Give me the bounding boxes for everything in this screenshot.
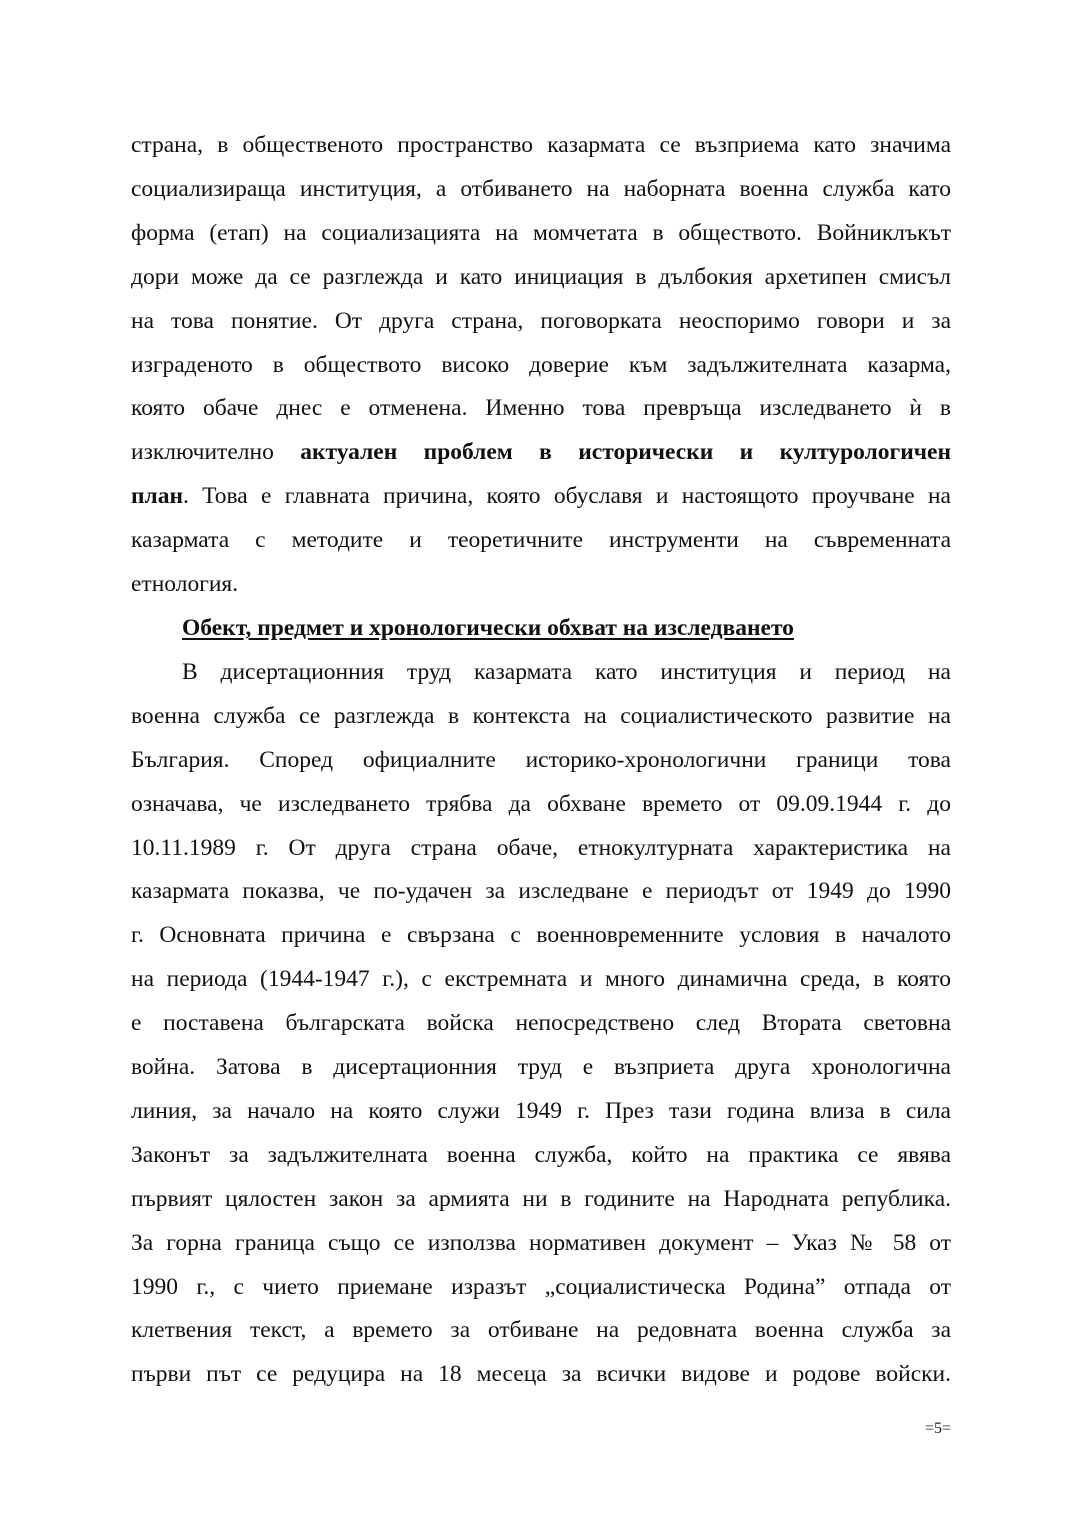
text-line: форма (етап) на социализацията на момчетата в обществото. Войниклъкът [131,219,951,246]
text-line: казармата с методите и теоретичните инструменти на съвременната [131,527,951,554]
text-line: на периода (1944-1947 г.), с екстремната и много динамична среда, в която [131,966,951,993]
text-line: 10.11.1989 г. От друга страна обаче, етнокултурната характеристика на [131,834,951,861]
document-body [131,124,951,1397]
bold-phrase: актуален проблем в исторически и културологичен [300,439,951,466]
text-line: В дисертационния труд казармата като институция и период на [182,658,951,685]
text-line: първият цялостен закон за армията ни в годините на Народната република. [131,1185,951,1212]
text-line: страна, в общественото пространство казармата се възприема като значима [131,132,951,158]
text-line: казармата показва, че по-удачен за изследване е периодът от 1949 до 1990 [131,878,951,905]
text-run: . Това е главната причина, която обуславя и настоящото проучване на [183,483,951,510]
text-line: социализираща институция, а отбиването на наборната военна служба като [131,175,951,202]
page-number: =5= [924,1420,951,1437]
text-line: етнология. [131,571,239,598]
text-line: клетвения текст, а времето за отбиване на редовната военна служба за [131,1317,951,1344]
text-line: означава, че изследването трябва да обхване времето от 09.09.1944 г. до [131,790,951,817]
text-line: 1990 г., с чието приемане изразът „социалистическа Родина” отпада от [131,1273,951,1300]
text-line: дори може да се разглежда и като инициация в дълбокия архетипен смисъл [131,263,951,290]
text-line: първи път се редуцира на 18 месеца за всички видове и родове войски. [131,1361,951,1388]
text-line: За горна граница също се използва нормативен документ – Указ № 58 от [131,1229,951,1256]
text-line: България. Според официалните историко-хронологични граници това [131,746,951,773]
text-line: изграденото в обществото високо доверие към задължителната казарма, [131,351,951,378]
text-line: на това понятие. От друга страна, поговорката неоспоримо говори и за [131,307,951,334]
section-heading: Обект, предмет и хронологически обхват на изследването [182,614,794,641]
text-line: война. Затова в дисертационния труд е възприета друга хронологична [131,1054,951,1081]
text-run: изключително [131,439,301,466]
text-line: която обаче днес е отменена. Именно това превръща изследването ѝ в [131,395,951,422]
text-line: г. Основната причина е свързана с военновременните условия в началото [131,922,951,949]
text-line: линия, за начало на която служи 1949 г. През тази година влиза в сила [131,1097,951,1124]
text-line [131,475,951,519]
text-line: Законът за задължителната военна служба, който на практика се явява [131,1141,951,1168]
bold-phrase: план [131,483,184,510]
paragraph-relevance [131,124,951,607]
text-line: военна служба се разглежда в контекста на социалистическото развитие на [131,702,951,729]
text-line [131,431,951,475]
text-line: е поставена българската войска непосредствено след Втората световна [131,1010,951,1037]
paragraph-scope [131,651,951,1397]
